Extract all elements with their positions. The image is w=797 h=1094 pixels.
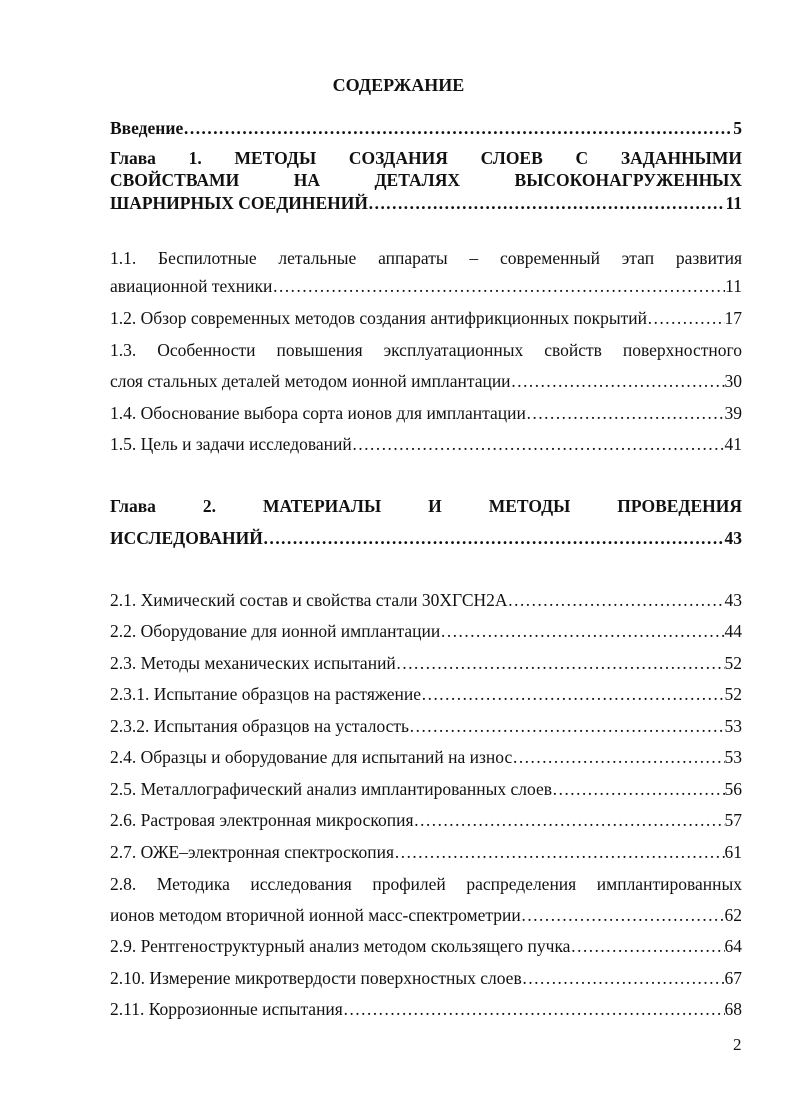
dot-leader — [570, 935, 724, 957]
toc-page: 56 — [724, 779, 742, 799]
dot-leader — [394, 841, 724, 863]
dot-leader — [508, 589, 725, 611]
dot-leader — [647, 307, 724, 329]
toc-text: 1.5. Цель и задачи исследований — [110, 434, 352, 454]
toc-chapter1-line1[interactable]: Глава 1. МЕТОДЫ СОЗДАНИЯ СЛОЕВ С ЗАДАННЫМИ — [110, 148, 742, 168]
toc-page: 43 — [724, 528, 742, 548]
toc-page: 39 — [724, 403, 742, 423]
toc-2-8-line2[interactable] — [110, 904, 742, 926]
toc-page: 61 — [724, 842, 742, 862]
toc-2-3[interactable] — [110, 652, 742, 674]
dot-leader — [421, 683, 724, 705]
toc-1-3-line2[interactable] — [110, 370, 742, 392]
toc-text: слоя стальных деталей методом ионной имплантации — [110, 371, 511, 391]
dot-leader — [352, 433, 725, 455]
toc-2-3-1[interactable] — [110, 683, 742, 705]
toc-text: 2.7. ОЖЕ–электронная спектроскопия — [110, 842, 395, 862]
dot-leader — [263, 527, 725, 549]
toc-text: 2.10. Измерение микротвердости поверхностных слоев — [110, 968, 522, 988]
toc-page: 53 — [724, 747, 742, 767]
toc-2-9[interactable] — [110, 935, 742, 957]
dot-leader — [183, 117, 733, 139]
toc-entry-intro[interactable] — [110, 117, 742, 139]
toc-2-4[interactable] — [110, 746, 742, 768]
dot-leader — [343, 998, 725, 1020]
page-number: 2 — [733, 1035, 742, 1054]
toc-text: 2.3. Методы механических испытаний — [110, 653, 396, 673]
toc-2-10[interactable] — [110, 967, 742, 989]
toc-text: 2.5. Металлографический анализ имплантированных слоев — [110, 779, 553, 799]
toc-text: 2.11. Коррозионные испытания — [110, 999, 343, 1019]
toc-text: 2.9. Рентгеноструктурный анализ методом скользящего пучка — [110, 936, 571, 956]
toc-chapter2-line1[interactable]: Глава 2. МАТЕРИАЛЫ И МЕТОДЫ ПРОВЕДЕНИЯ — [110, 496, 742, 516]
toc-text: ШАРНИРНЫХ СОЕДИНЕНИЙ — [110, 193, 368, 213]
toc-2-6[interactable] — [110, 809, 742, 831]
dot-leader — [552, 778, 724, 800]
toc-1-5[interactable] — [110, 433, 742, 455]
dot-leader — [368, 192, 725, 214]
toc-page: 53 — [724, 716, 742, 736]
dot-leader — [396, 652, 725, 674]
toc-text: 2.3.1. Испытание образцов на растяжение — [110, 684, 422, 704]
toc-text: ИССЛЕДОВАНИЙ — [110, 528, 263, 548]
toc-1-2[interactable] — [110, 307, 742, 329]
dot-leader — [512, 746, 724, 768]
toc-page: 5 — [733, 118, 742, 138]
toc-2-8-line1[interactable]: 2.8. Методика исследования профилей распределения имплантированных — [110, 874, 742, 894]
toc-page: 11 — [725, 276, 742, 296]
toc-2-7[interactable] — [110, 841, 742, 863]
toc-page: 17 — [724, 308, 742, 328]
toc-text: 1.4. Обоснование выбора сорта ионов для имплантации — [110, 403, 526, 423]
toc-text: 1.2. Обзор современных методов создания антифрикционных покрытий — [110, 308, 648, 328]
toc-1-1-line2[interactable] — [110, 275, 742, 297]
toc-text: 2.6. Растровая электронная микроскопия — [110, 810, 414, 830]
page-title: СОДЕРЖАНИЕ — [332, 75, 465, 95]
toc-page: 41 — [724, 434, 742, 454]
toc-page: 30 — [724, 371, 742, 391]
dot-leader — [414, 809, 725, 831]
toc-page: 52 — [724, 653, 742, 673]
dot-leader — [511, 370, 725, 392]
toc-page: 68 — [724, 999, 742, 1019]
toc-page: 44 — [724, 621, 742, 641]
toc-2-5[interactable] — [110, 778, 742, 800]
toc-2-11[interactable] — [110, 998, 742, 1020]
toc-chapter1-line3[interactable] — [110, 192, 742, 214]
dot-leader — [526, 402, 725, 424]
toc-page: 11 — [725, 193, 742, 213]
toc-page: 52 — [724, 684, 742, 704]
toc-text: авиационной техники — [110, 276, 273, 296]
toc-text: 2.4. Образцы и оборудование для испытаний на износ — [110, 747, 513, 767]
dot-leader — [522, 967, 725, 989]
toc-text: ионов методом вторичной ионной масс-спектрометрии — [110, 905, 521, 925]
toc-page: 67 — [724, 968, 742, 988]
toc-page: 64 — [724, 936, 742, 956]
toc-chapter1-line2[interactable]: СВОЙСТВАМИ НА ДЕТАЛЯХ ВЫСОКОНАГРУЖЕННЫХ — [110, 170, 742, 190]
toc-chapter2-line2[interactable] — [110, 527, 742, 549]
toc-2-3-2[interactable] — [110, 715, 742, 737]
dot-leader — [440, 620, 724, 642]
toc-text: Введение — [110, 118, 184, 138]
toc-text: 2.2. Оборудование для ионной имплантации — [110, 621, 441, 641]
toc-page: 62 — [724, 905, 742, 925]
toc-2-2[interactable] — [110, 620, 742, 642]
toc-page: 43 — [724, 590, 742, 610]
toc-1-4[interactable] — [110, 402, 742, 424]
dot-leader — [272, 275, 725, 297]
dot-leader — [409, 715, 724, 737]
toc-2-1[interactable] — [110, 589, 742, 611]
toc-text: 2.1. Химический состав и свойства стали 30ХГСН2А — [110, 590, 508, 610]
toc-1-3-line1[interactable]: 1.3. Особенности повышения эксплуатационных свойств поверхностного — [110, 340, 742, 360]
dot-leader — [521, 904, 725, 926]
toc-text: 2.3.2. Испытания образцов на усталость — [110, 716, 410, 736]
toc-page: 57 — [724, 810, 742, 830]
toc-1-1-line1[interactable]: 1.1. Беспилотные летальные аппараты – современный этап развития — [110, 248, 742, 268]
